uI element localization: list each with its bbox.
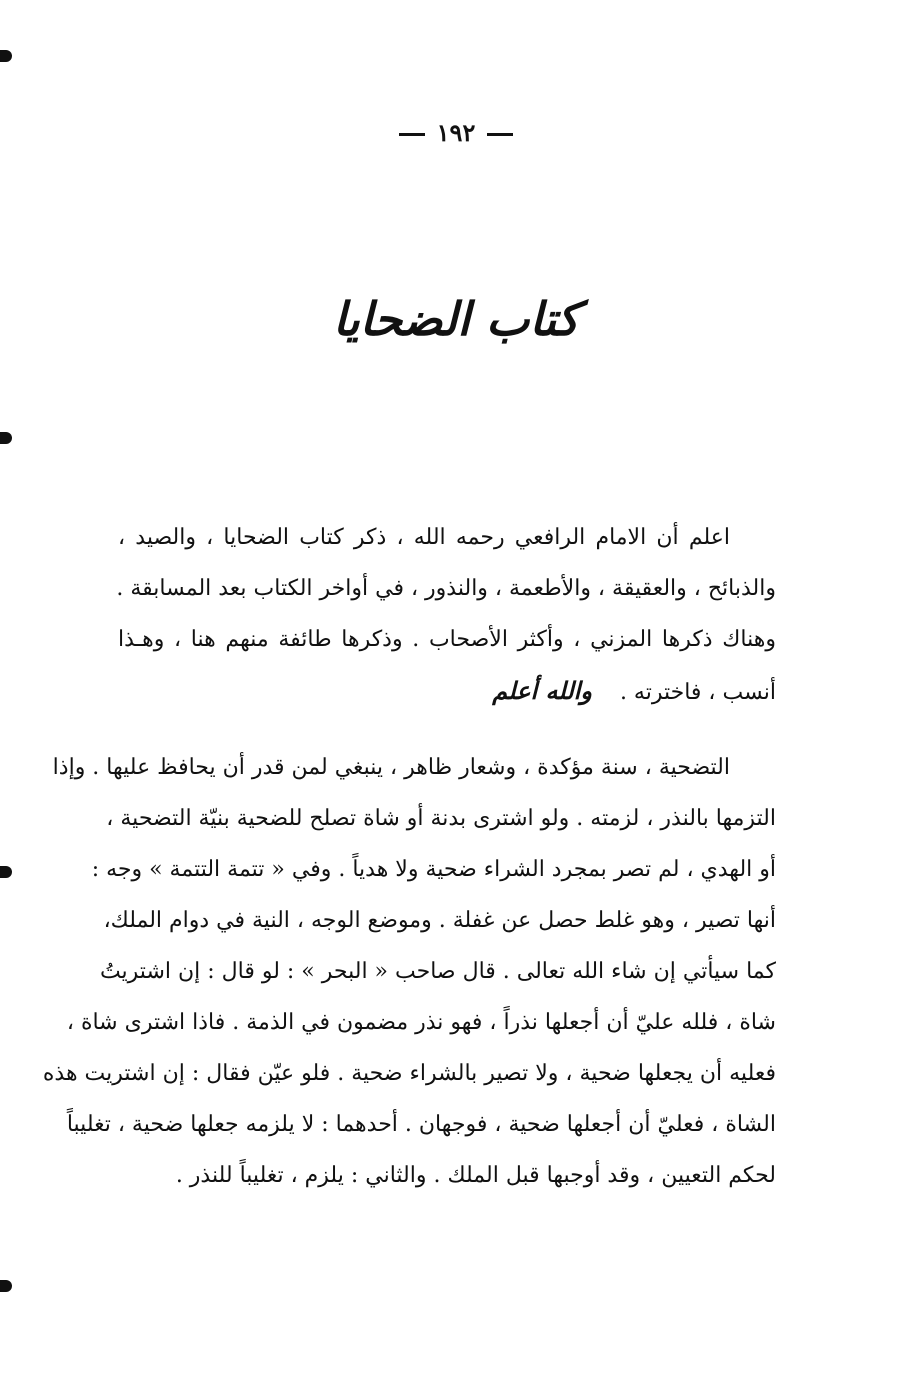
page-number	[0, 118, 912, 147]
page-number-dash-left	[487, 133, 513, 136]
text-line-content: أنسب ، فاخترته .	[619, 680, 776, 705]
text-line: التضحية ، سنة مؤكدة ، وشعار ظاهر ، ينبغي لمن قدر أن يحافظ عليها . وإذا	[52, 755, 730, 780]
text-line: التزمها بالنذر ، لزمته . ولو اشترى بدنة أو شاة تصلح للضحية بنيّة التضحية ،	[106, 806, 776, 831]
text-line	[118, 665, 776, 718]
signoff: والله أعلم	[492, 676, 592, 705]
chapter-title: كتاب الضحايا	[332, 292, 580, 346]
page-edge-mark	[0, 50, 12, 62]
page-number-text: ١٩٢	[436, 118, 476, 147]
text-line: كما سيأتي إن شاء الله تعالى . قال صاحب « البحر » : لو قال : إن اشتريتُ	[99, 959, 776, 984]
text-line: وهناك ذكرها المزني ، وأكثر الأصحاب . وذكرها طائفة منهم هنا ، وهـذا	[118, 627, 776, 652]
page-number-dash-right	[399, 133, 425, 136]
text-line: اعلم أن الامام الرافعي رحمه الله ، ذكر كتاب الضحايا ، والصيد ،	[118, 525, 730, 550]
main-paragraph	[42, 742, 776, 1201]
text-line: والذبائح ، والعقيقة ، والأطعمة ، والنذور ، في أواخر الكتاب بعد المسابقة .	[116, 576, 776, 601]
text-line: شاة ، فلله عليّ أن أجعلها نذراً ، فهو نذر مضمون في الذمة . فاذا اشترى شاة ،	[66, 1010, 776, 1035]
text-line: فعليه أن يجعلها ضحية ، ولا تصير بالشراء ضحية . فلو عيّن فقال : إن اشتريت هذه	[42, 1061, 776, 1086]
text-line: لحكم التعيين ، وقد أوجبها قبل الملك . والثاني : يلزم ، تغليباً للنذر .	[175, 1163, 776, 1188]
page-edge-mark	[0, 432, 12, 444]
text-line: أنها تصير ، وهو غلط حصل عن غفلة . وموضع الوجه ، النية في دوام الملك،	[103, 908, 776, 933]
page-edge-mark	[0, 866, 12, 878]
intro-paragraph	[118, 512, 776, 718]
text-line: أو الهدي ، لم تصر بمجرد الشراء ضحية ولا هدياً . وفي « تتمة التتمة » وجه :	[91, 857, 776, 882]
text-line: الشاة ، فعليّ أن أجعلها ضحية ، فوجهان . أحدهما : لا يلزمه جعلها ضحية ، تغليباً	[66, 1112, 776, 1137]
page-edge-mark	[0, 1280, 12, 1292]
